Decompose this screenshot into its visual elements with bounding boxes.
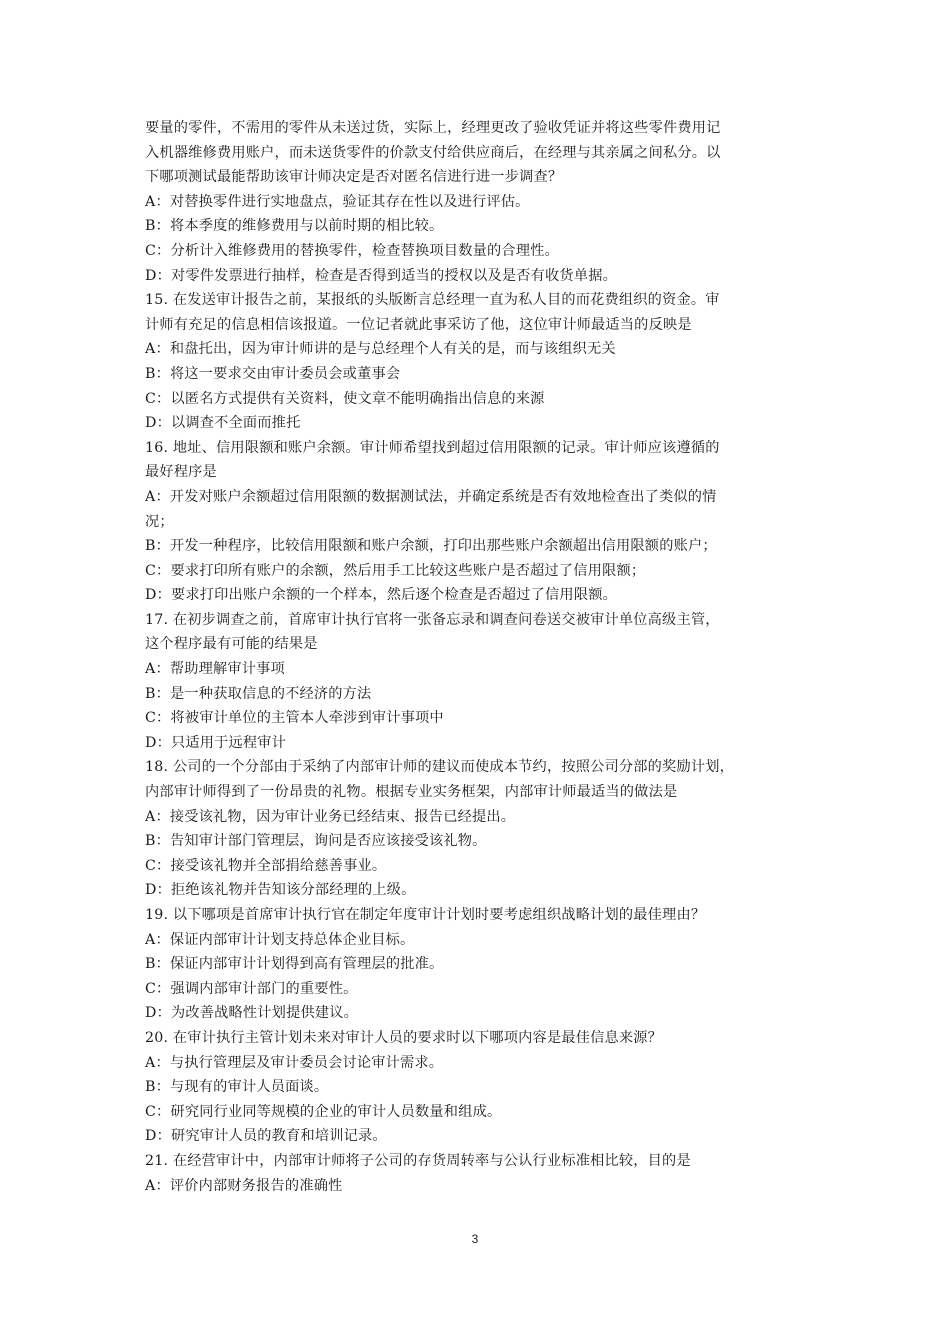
question-line: 16. 地址、信用限额和账户余额。审计师希望找到超过信用限额的记录。审计师应该遵循的 bbox=[145, 439, 720, 456]
option-line: C：研究同行业同等规模的企业的审计人员数量和组成。 bbox=[145, 1103, 502, 1120]
option-line: B：与现有的审计人员面谈。 bbox=[145, 1079, 329, 1096]
option-line: A：对替换零件进行实地盘点，验证其存在性以及进行评估。 bbox=[145, 193, 530, 210]
option-line: D：要求打印出账户余额的一个样本，然后逐个检查是否超过了信用限额。 bbox=[145, 587, 617, 604]
option-line: B：将本季度的维修费用与以前时期的相比较。 bbox=[145, 218, 444, 235]
text-line: 下哪项测试最能帮助该审计师决定是否对匿名信进行进一步调查？ bbox=[145, 169, 563, 186]
option-line: D：研究审计人员的教育和培训记录。 bbox=[145, 1128, 387, 1145]
option-line: C：强调内部审计部门的重要性。 bbox=[145, 980, 358, 997]
option-line: C：分析计入维修费用的替换零件，检查替换项目数量的合理性。 bbox=[145, 242, 559, 259]
question-line: 19. 以下哪项是首席审计执行官在制定年度审计计划时要考虑组织战略计划的最佳理由？ bbox=[145, 907, 706, 923]
question-line: 15. 在发送审计报告之前，某报纸的头版断言总经理一直为私人目的而花费组织的资金。审 bbox=[145, 292, 720, 309]
question-line: 计师有充足的信息相信该报道。一位记者就此事采访了他，这位审计师最适当的反映是 bbox=[145, 316, 692, 333]
page-number: 3 bbox=[471, 1232, 479, 1246]
option-line: 况； bbox=[145, 513, 174, 530]
option-line: D：对零件发票进行抽样，检查是否得到适当的授权以及是否有收货单据。 bbox=[145, 267, 617, 284]
option-line: C：以匿名方式提供有关资料，使文章不能明确指出信息的来源 bbox=[145, 390, 545, 407]
option-line: D：只适用于远程审计 bbox=[145, 734, 287, 751]
option-line: A：帮助理解审计事项 bbox=[145, 661, 285, 678]
option-line: A：评价内部财务报告的准确性 bbox=[145, 1177, 343, 1194]
option-line: A：开发对账户余额超过信用限额的数据测试法，并确定系统是否有效地检查出了类似的情 bbox=[145, 488, 717, 505]
question-line: 17. 在初步调查之前，首席审计执行官将一张备忘录和调查问卷送交被审计单位高级主管， bbox=[145, 611, 720, 628]
option-line: D：拒绝该礼物并告知该分部经理的上级。 bbox=[145, 882, 416, 899]
text-line: 要量的零件，不需用的零件从未送过货，实际上，经理更改了验收凭证并将这些零件费用记 bbox=[145, 120, 721, 136]
question-line: 21. 在经营审计中，内部审计师将子公司的存货周转率与公认行业标准相比较，目的是 bbox=[145, 1152, 691, 1169]
option-line: C：要求打印所有账户的余额，然后用手工比较这些账户是否超过了信用限额； bbox=[145, 562, 646, 579]
option-line: A：保证内部审计计划支持总体企业目标。 bbox=[145, 931, 415, 948]
option-line: B：是一种获取信息的不经济的方法 bbox=[145, 685, 372, 702]
page-text-body bbox=[145, 116, 815, 1198]
option-line: D：为改善战略性计划提供建议。 bbox=[145, 1005, 359, 1022]
option-line: A：与执行管理层及审计委员会讨论审计需求。 bbox=[145, 1054, 444, 1071]
option-line: B：告知审计部门管理层，询问是否应该接受该礼物。 bbox=[145, 833, 487, 850]
question-line: 20. 在审计执行主管计划未来对审计人员的要求时以下哪项内容是最佳信息来源？ bbox=[145, 1029, 663, 1046]
option-line: A：接受该礼物，因为审计业务已经结束、报告已经提出。 bbox=[145, 808, 516, 825]
question-line: 最好程序是 bbox=[145, 464, 217, 481]
option-line: B：保证内部审计计划得到高有管理层的批准。 bbox=[145, 956, 444, 973]
text-line: 入机器维修费用账户，而未送货零件的价款支付给供应商后，在经理与其亲属之间私分。以 bbox=[145, 144, 721, 161]
question-line: 这个程序最有可能的结果是 bbox=[145, 636, 318, 653]
option-line: B：开发一种程序，比较信用限额和账户余额，打印出那些账户余额超出信用限额的账户； bbox=[145, 538, 717, 555]
option-line: B：将这一要求交由审计委员会或董事会 bbox=[145, 365, 401, 382]
question-line: 18. 公司的一个分部由于采纳了内部审计师的建议而使成本节约，按照公司分部的奖励计划， bbox=[145, 759, 734, 776]
option-line: C：将被审计单位的主管本人牵涉到审计事项中 bbox=[145, 710, 444, 727]
option-line: C：接受该礼物并全部捐给慈善事业。 bbox=[145, 857, 387, 874]
option-line: D：以调查不全面而推托 bbox=[145, 415, 301, 432]
option-line: A：和盘托出，因为审计师讲的是与总经理个人有关的是，而与该组织无关 bbox=[145, 341, 616, 358]
question-line: 内部审计师得到了一份昂贵的礼物。根据专业实务框架，内部审计师最适当的做法是 bbox=[145, 784, 678, 801]
